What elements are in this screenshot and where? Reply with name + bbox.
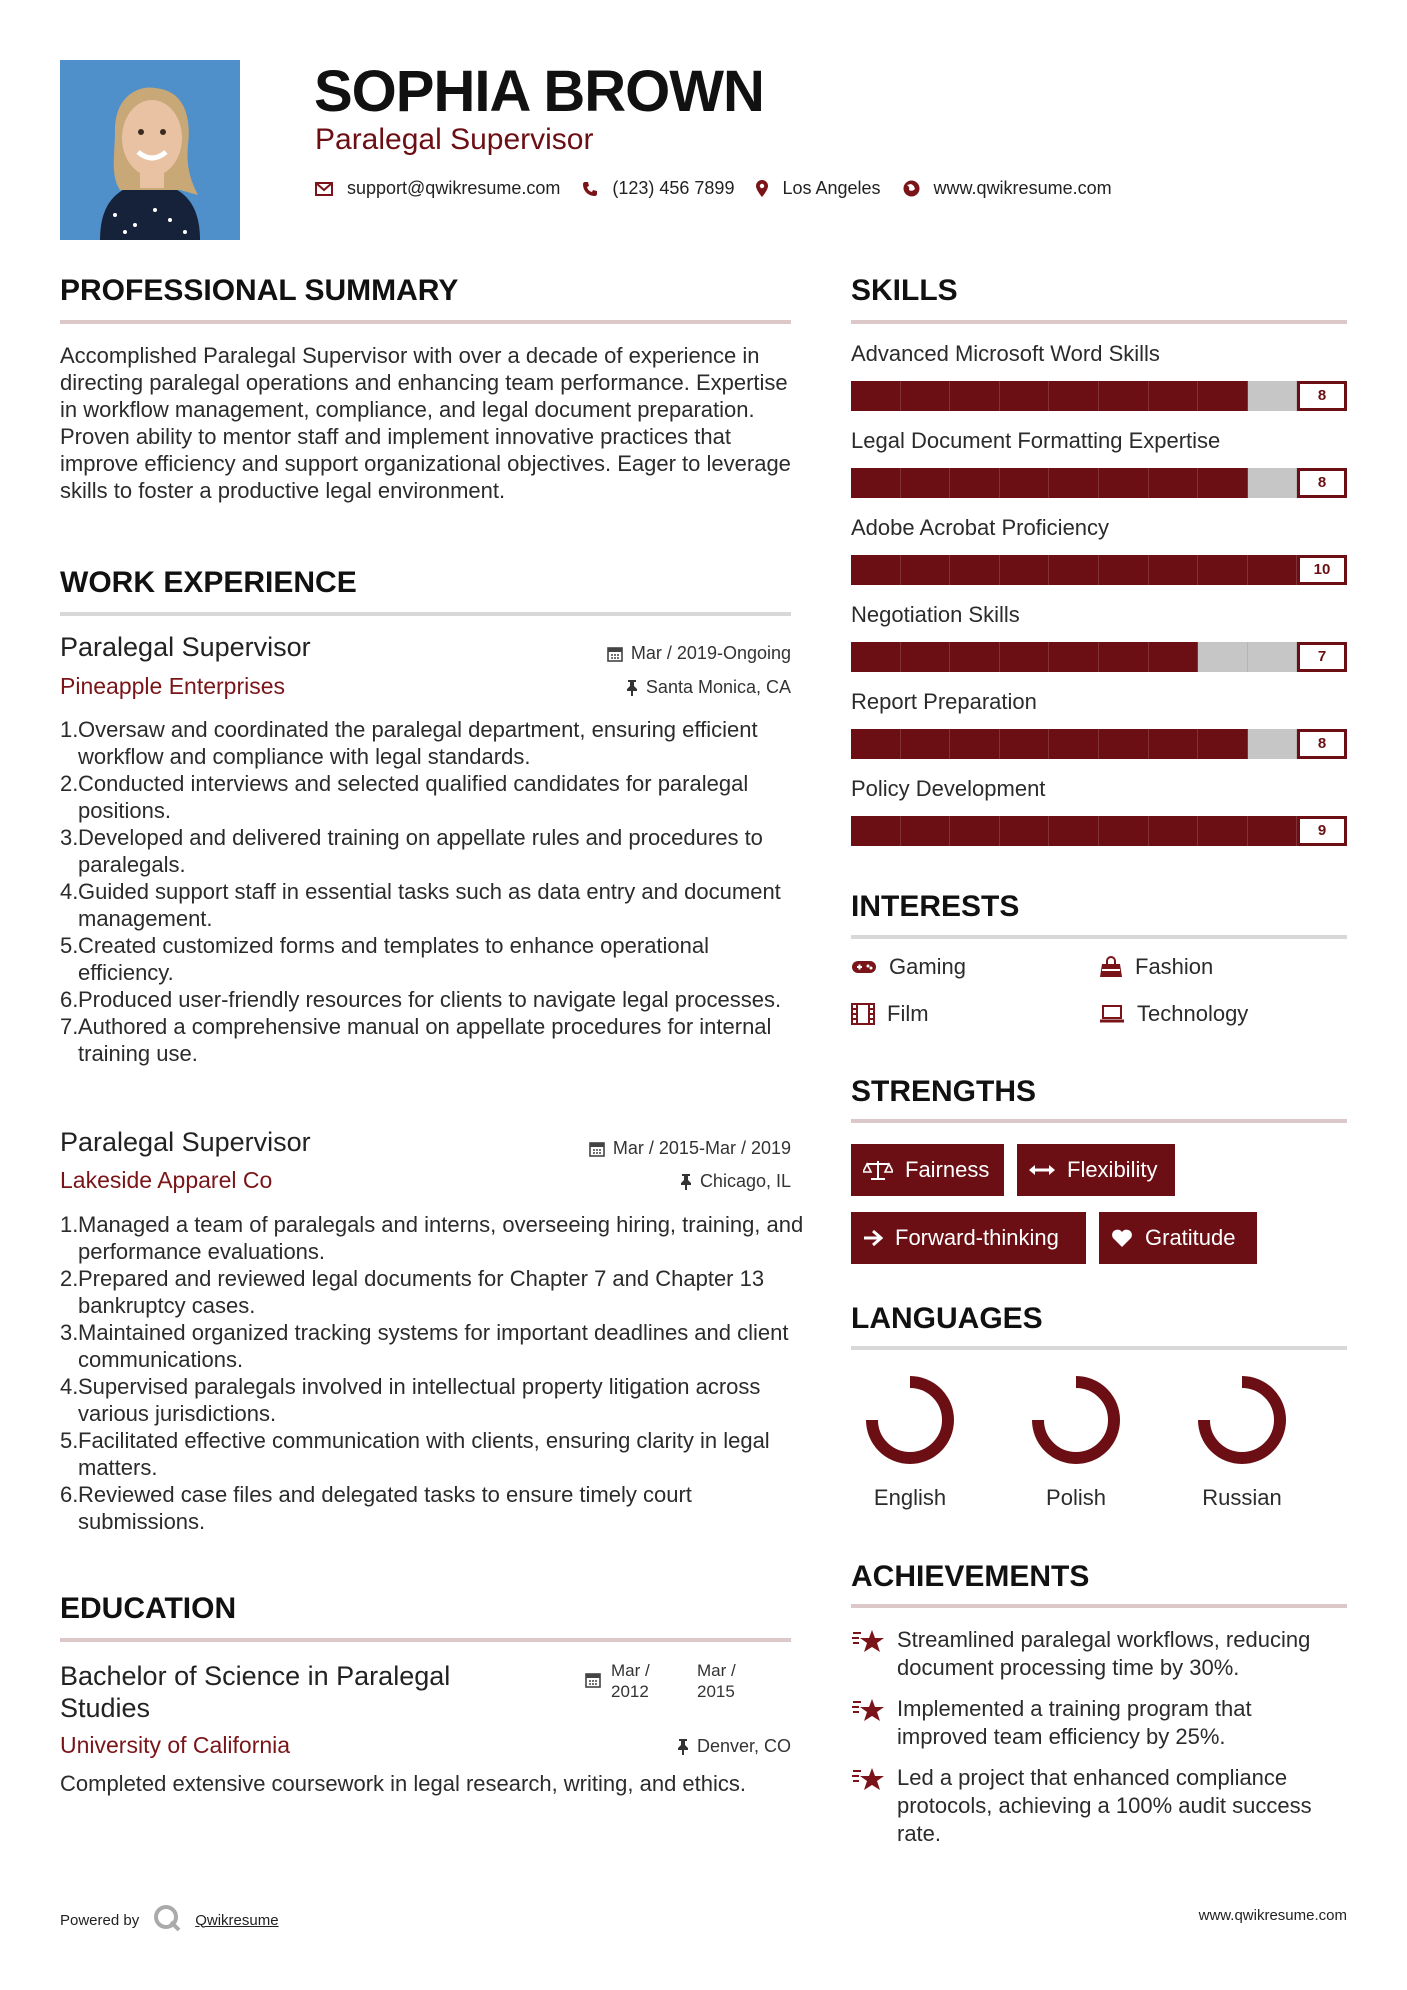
strength-badge [851, 1212, 1086, 1264]
section-rule [851, 1119, 1347, 1123]
contact-website[interactable] [903, 178, 1112, 199]
bullet-text: Managed a team of paralegals and interns, overseeing hiring, training, and performance evaluations. [78, 1212, 804, 1264]
section-rule [60, 612, 791, 616]
bullet-text: Facilitated effective communication with clients, ensuring clarity in legal matters. [78, 1428, 770, 1480]
job-location-text: Chicago, IL [699, 1171, 791, 1191]
globe-icon [903, 180, 920, 197]
language-label: English [873, 1485, 947, 1510]
bullet-text: Conducted interviews and selected qualified candidates for paralegal positions. [78, 771, 749, 823]
skill-level-badge: 9 [1297, 816, 1347, 846]
skill-label: Legal Document Formatting Expertise [851, 428, 1221, 453]
skill-bar [851, 381, 1347, 411]
list-item [60, 716, 805, 770]
skill-bar [851, 555, 1347, 585]
list-item [60, 1211, 805, 1265]
skill-bar-segment [950, 729, 1000, 759]
skill-bar-segment [901, 381, 951, 411]
strength-label: Fairness [905, 1157, 990, 1182]
skill-bar-segment [851, 555, 901, 585]
list-item [60, 1481, 805, 1535]
skill-bar-segment [1198, 468, 1248, 498]
list-item [60, 824, 805, 878]
contact-email[interactable] [315, 178, 560, 199]
shopping-bag-icon [1099, 956, 1123, 978]
skill-bar-segment [1049, 729, 1099, 759]
skill-bar-segment [950, 555, 1000, 585]
list-item [60, 1265, 805, 1319]
skill-bar [851, 642, 1347, 672]
skill-bar-segment [1149, 642, 1199, 672]
arrow-right-icon [863, 1229, 883, 1247]
phone-text: (123) 456 7899 [612, 178, 735, 198]
job-title: Paralegal Supervisor [60, 632, 311, 662]
bullet-number: 2. [60, 771, 79, 796]
skill-bar-segment [1000, 642, 1050, 672]
skill-bar-segment [1000, 555, 1050, 585]
star-badge-icon [851, 1628, 885, 1656]
degree-title: Bachelor of Science in Paralegal Studies [60, 1661, 451, 1723]
job-bullets [60, 1211, 805, 1535]
skill-bar-segment [1198, 642, 1248, 672]
section-rule [851, 1604, 1347, 1608]
interest-label: Gaming [889, 954, 967, 979]
website-text: www.qwikresume.com [933, 178, 1112, 198]
interest-technology [1099, 1001, 1248, 1027]
bullet-number: 7. [60, 1014, 79, 1039]
skill-bar-segment [1049, 816, 1099, 846]
bullet-text: Authored a comprehensive manual on appellate procedures for internal training use. [78, 1014, 772, 1066]
footer-url[interactable]: www.qwikresume.com [1198, 1907, 1347, 1924]
powered-by-text: Powered by [60, 1911, 140, 1929]
list-item [60, 1427, 805, 1481]
bullet-text: Reviewed case files and delegated tasks to ensure timely court submissions. [78, 1482, 692, 1534]
language-ring [845, 1370, 975, 1470]
skill-bar-segment [1049, 555, 1099, 585]
film-icon [851, 1003, 875, 1025]
section-heading-summary: PROFESSIONAL SUMMARY [60, 274, 459, 307]
skill-label: Advanced Microsoft Word Skills [851, 341, 1160, 366]
achievement-item [851, 1764, 1347, 1848]
skill-bar-segment [950, 816, 1000, 846]
skill-bar [851, 468, 1347, 498]
skill-level-badge: 8 [1297, 468, 1347, 498]
education-description: Completed extensive coursework in legal research, writing, and ethics. [60, 1771, 746, 1796]
skill-bar-segment [1099, 642, 1149, 672]
list-item [60, 878, 805, 932]
language-ring [1011, 1370, 1141, 1470]
bullet-number: 4. [60, 879, 79, 904]
list-item [60, 1373, 805, 1427]
skill-bar-segment [950, 381, 1000, 411]
job-location-text: Santa Monica, CA [645, 677, 791, 697]
language-label: Polish [1046, 1485, 1106, 1510]
language-ring-arc [1204, 1382, 1280, 1458]
skill-bar-segment [1049, 468, 1099, 498]
skill-bar-segment [1099, 729, 1149, 759]
achievement-item [851, 1626, 1347, 1682]
list-item [60, 1013, 805, 1067]
skill-bar-segment [901, 642, 951, 672]
skill-bar-segment [851, 816, 901, 846]
contact-location [756, 178, 880, 199]
email-text: support@qwikresume.com [347, 178, 561, 198]
bullet-number: 6. [60, 1482, 79, 1507]
heart-icon [1111, 1228, 1133, 1248]
skill-bar [851, 729, 1347, 759]
qwikresume-link[interactable]: Qwikresume [195, 1911, 279, 1929]
phone-icon [582, 181, 598, 197]
bullet-text: Maintained organized tracking systems for important deadlines and client communications. [78, 1320, 789, 1372]
education-location [677, 1736, 791, 1757]
skill-label: Policy Development [851, 776, 1046, 801]
skill-bar-segment [901, 468, 951, 498]
skill-bar [851, 816, 1347, 846]
section-heading-achievements: ACHIEVEMENTS [851, 1560, 1090, 1593]
section-heading-languages: LANGUAGES [851, 1302, 1043, 1335]
laptop-icon [1099, 1004, 1125, 1024]
strength-label: Forward-thinking [895, 1225, 1059, 1250]
star-badge-icon [851, 1697, 885, 1725]
language-label: Russian [1202, 1485, 1282, 1510]
skill-bar-segment [1000, 729, 1050, 759]
section-heading-interests: INTERESTS [851, 890, 1020, 923]
job-title: Paralegal Supervisor [60, 1127, 311, 1157]
list-item [60, 1319, 805, 1373]
skill-bar-segment [1099, 555, 1149, 585]
bullet-text: Developed and delivered training on appellate rules and procedures to paralegals. [78, 825, 763, 877]
summary-text: Accomplished Paralegal Supervisor with over a decade of experience in directing paralegal operations and enhancing team performance. Expertise in workflow management, compliance, and legal document preparation. Proven ability to mentor staff and implement innovative practices that improve efficiency and support organizational objectives. Eager to leverage skills to foster a productive legal environment. [60, 343, 791, 503]
candidate-title: Paralegal Supervisor [315, 123, 594, 156]
bullet-text: Created customized forms and templates to enhance operational efficiency. [78, 933, 710, 985]
bullet-text: Prepared and reviewed legal documents for Chapter 7 and Chapter 13 bankruptcy cases. [78, 1266, 765, 1318]
skill-bar-segment [901, 555, 951, 585]
education-location-text: Denver, CO [696, 1736, 791, 1756]
achievement-text: Implemented a training program that improved team efficiency by 25%. [897, 1696, 1252, 1749]
map-pin-icon [756, 180, 768, 197]
bullet-number: 3. [60, 825, 79, 850]
skill-bar-segment [1000, 816, 1050, 846]
star-badge-icon [851, 1766, 885, 1794]
skill-bar-segment [901, 729, 951, 759]
strength-badge [851, 1144, 1004, 1196]
strength-label: Gratitude [1145, 1225, 1236, 1250]
section-rule [851, 1346, 1347, 1350]
skill-bar-segment [950, 642, 1000, 672]
job-location [680, 1171, 791, 1192]
skill-bar-segment [1049, 642, 1099, 672]
achievement-item [851, 1695, 1347, 1751]
skill-bar-segment [901, 816, 951, 846]
skill-bar-segment [1248, 468, 1298, 498]
strength-badge [1099, 1212, 1257, 1264]
section-heading-work: WORK EXPERIENCE [60, 566, 357, 599]
profile-photo [60, 60, 240, 240]
skill-bar-segment [1198, 381, 1248, 411]
section-rule [60, 320, 791, 324]
education-start: Mar / 2012 [611, 1661, 650, 1701]
skill-label: Negotiation Skills [851, 602, 1020, 627]
skill-bar-segment [1149, 468, 1199, 498]
bullet-number: 5. [60, 1428, 79, 1453]
scale-icon [863, 1159, 893, 1181]
education-end: Mar / 2015 [697, 1661, 736, 1701]
skill-bar-segment [1248, 381, 1298, 411]
interest-label: Film [887, 1001, 929, 1026]
skill-bar-segment [1248, 642, 1298, 672]
bullet-text: Guided support staff in essential tasks such as data entry and document management. [78, 879, 781, 931]
job-location [626, 677, 791, 698]
skill-bar-segment [851, 642, 901, 672]
skill-bar-segment [1248, 555, 1298, 585]
skill-bar-segment [1099, 816, 1149, 846]
skill-level-badge: 8 [1297, 381, 1347, 411]
skill-bar-segment [1000, 468, 1050, 498]
skill-level-badge: 7 [1297, 642, 1347, 672]
qwikresume-logo-icon [153, 1904, 181, 1936]
skill-bar-segment [1099, 381, 1149, 411]
skill-bar-segment [1248, 816, 1298, 846]
job-dates-text: Mar / 2019-Ongoing [630, 643, 791, 663]
bullet-text: Produced user-friendly resources for clients to navigate legal processes. [78, 987, 782, 1012]
bullet-number: 1. [60, 1212, 79, 1237]
calendar-icon [585, 1672, 601, 1693]
skill-bar-segment [1198, 555, 1248, 585]
section-heading-strengths: STRENGTHS [851, 1075, 1037, 1108]
section-heading-education: EDUCATION [60, 1592, 237, 1625]
achievement-text: Led a project that enhanced compliance protocols, achieving a 100% audit success rate. [897, 1765, 1312, 1846]
skill-bar-segment [851, 468, 901, 498]
interest-fashion [1099, 954, 1213, 980]
strength-label: Flexibility [1067, 1157, 1158, 1182]
envelope-icon [315, 182, 333, 196]
job-company: Lakeside Apparel Co [60, 1167, 273, 1193]
bullet-text: Oversaw and coordinated the paralegal department, ensuring efficient workflow and compliance with legal standards. [78, 717, 758, 769]
strength-badge [1017, 1144, 1175, 1196]
section-rule [851, 320, 1347, 324]
skill-bar-segment [1149, 381, 1199, 411]
footer-powered-by [60, 1904, 279, 1936]
skill-bar-segment [1149, 555, 1199, 585]
gamepad-icon [851, 959, 877, 975]
skill-bar-segment [1099, 468, 1149, 498]
calendar-icon [589, 1141, 605, 1157]
skill-bar-segment [1198, 816, 1248, 846]
bullet-number: 1. [60, 717, 79, 742]
interest-label: Technology [1137, 1001, 1249, 1026]
pushpin-icon [680, 1173, 692, 1190]
candidate-name: SOPHIA BROWN [314, 59, 764, 124]
contact-phone[interactable] [582, 178, 734, 199]
list-item [60, 986, 805, 1013]
skill-bar-segment [1149, 816, 1199, 846]
skill-label: Report Preparation [851, 689, 1037, 714]
skill-bar-segment [851, 729, 901, 759]
location-text: Los Angeles [782, 178, 881, 198]
section-rule [851, 935, 1347, 939]
skill-level-badge: 8 [1297, 729, 1347, 759]
contact-bar [315, 178, 1134, 199]
interest-gaming [851, 954, 966, 980]
school-name: University of California [60, 1732, 291, 1758]
bullet-number: 4. [60, 1374, 79, 1399]
job-company: Pineapple Enterprises [60, 673, 286, 699]
pushpin-icon [626, 679, 638, 696]
skill-label: Adobe Acrobat Proficiency [851, 515, 1110, 540]
language-ring-arc [1038, 1382, 1114, 1458]
skill-bar-segment [1248, 729, 1298, 759]
list-item [60, 770, 805, 824]
job-bullets [60, 716, 805, 1067]
arrows-horizontal-icon [1029, 1163, 1055, 1177]
job-dates [607, 643, 791, 664]
list-item [60, 932, 805, 986]
section-heading-skills: SKILLS [851, 274, 958, 307]
skill-bar-segment [1198, 729, 1248, 759]
bullet-number: 3. [60, 1320, 79, 1345]
language-ring [1177, 1370, 1307, 1470]
job-dates [589, 1138, 791, 1159]
language-ring-arc [872, 1382, 948, 1458]
interest-label: Fashion [1135, 954, 1214, 979]
skill-bar-segment [1149, 729, 1199, 759]
interest-film [851, 1001, 929, 1027]
achievement-text: Streamlined paralegal workflows, reducing document processing time by 30%. [897, 1627, 1311, 1680]
skill-bar-segment [950, 468, 1000, 498]
skill-bar-segment [1049, 381, 1099, 411]
job-dates-text: Mar / 2015-Mar / 2019 [612, 1138, 791, 1158]
bullet-number: 6. [60, 987, 79, 1012]
bullet-number: 2. [60, 1266, 79, 1291]
bullet-number: 5. [60, 933, 79, 958]
pushpin-icon [677, 1738, 689, 1755]
bullet-text: Supervised paralegals involved in intellectual property litigation across various jurisdictions. [78, 1374, 761, 1426]
calendar-icon [607, 646, 623, 662]
skill-level-badge: 10 [1297, 555, 1347, 585]
section-rule [60, 1638, 791, 1642]
skill-bar-segment [851, 381, 901, 411]
skill-bar-segment [1000, 381, 1050, 411]
